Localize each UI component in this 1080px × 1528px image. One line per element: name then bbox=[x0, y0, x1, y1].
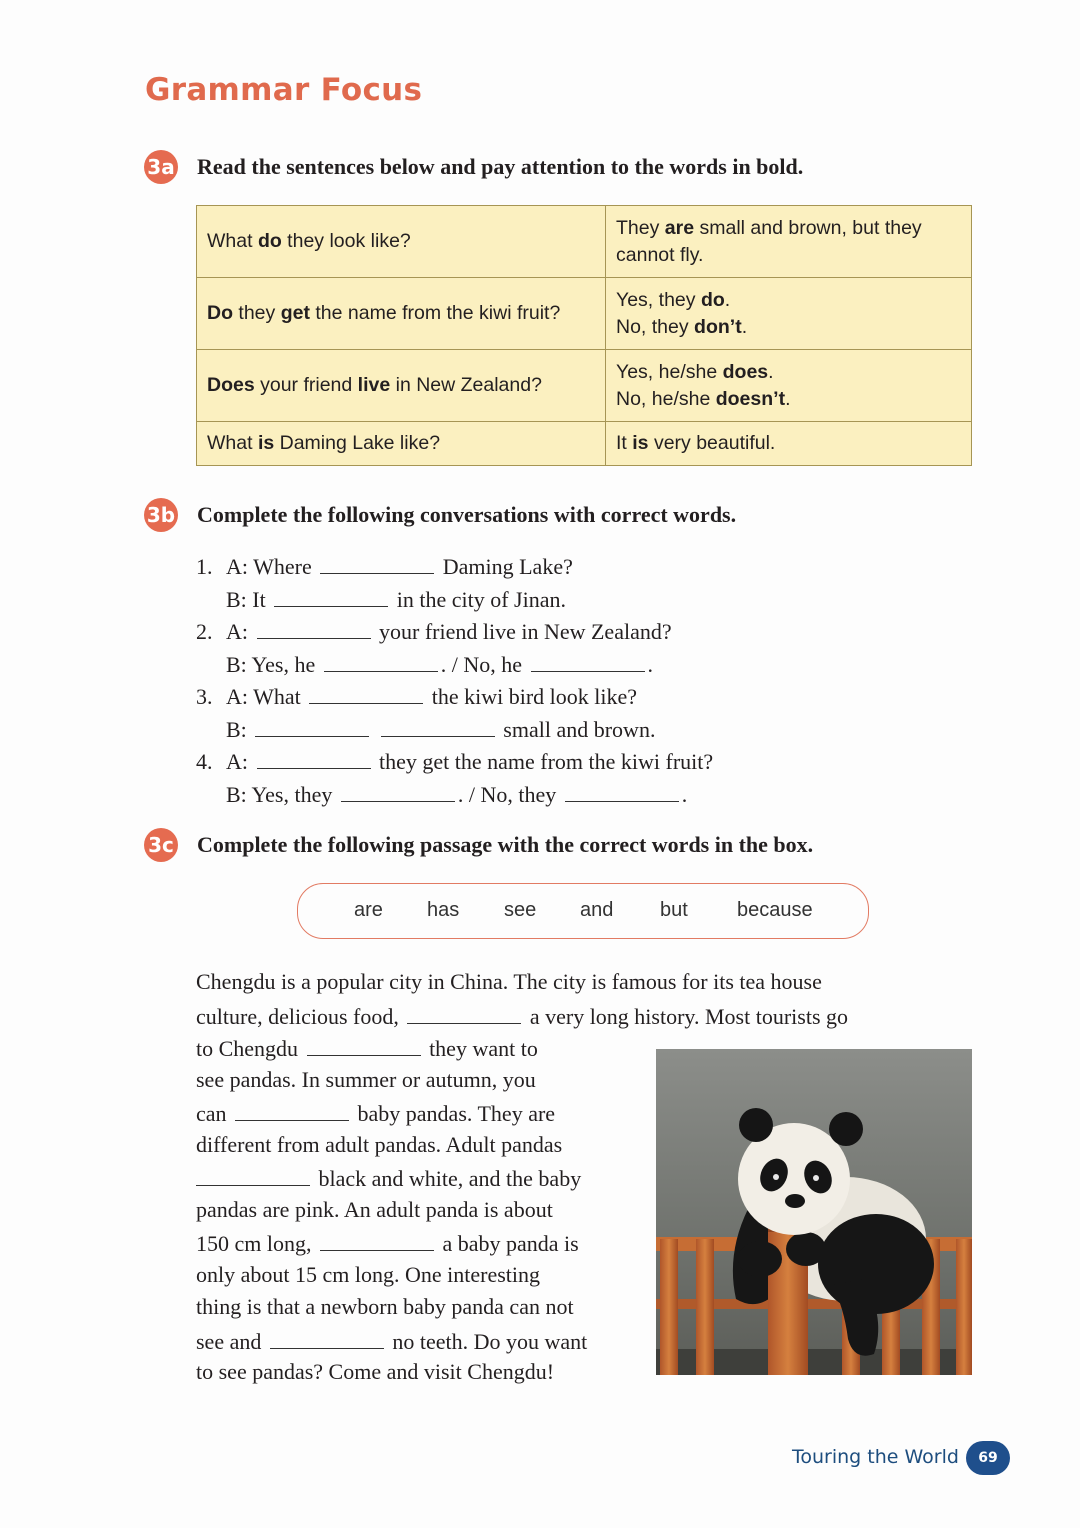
page-title: Grammar Focus bbox=[145, 72, 423, 108]
table-row bbox=[197, 278, 972, 350]
answer-blank[interactable] bbox=[196, 1161, 310, 1186]
grammar-table bbox=[196, 205, 972, 466]
answer-blank[interactable] bbox=[270, 1324, 384, 1349]
word-option: has bbox=[427, 899, 460, 921]
answer-blank[interactable] bbox=[341, 777, 455, 802]
passage-line: culture, delicious food, a very long history. Most tourists go bbox=[196, 999, 848, 1032]
question-cell: What do they look like? bbox=[197, 206, 606, 278]
answer-cell: It is very beautiful. bbox=[606, 422, 972, 466]
section-instruction-3c: Complete the following passage with the correct words in the box. bbox=[197, 832, 814, 857]
exercise-line: B: small and brown. bbox=[196, 712, 713, 745]
section-badge-3a: 3a bbox=[144, 150, 178, 184]
table-row bbox=[197, 350, 972, 422]
passage-line: to Chengdu they want to bbox=[196, 1031, 848, 1064]
answer-blank[interactable] bbox=[320, 1226, 434, 1251]
answer-blank[interactable] bbox=[307, 1031, 421, 1056]
exercise-line: B: It in the city of Jinan. bbox=[196, 582, 713, 615]
passage-line: Chengdu is a popular city in China. The city is famous for its tea house bbox=[196, 969, 822, 994]
answer-cell: Yes, he/she does. No, he/she doesn’t. bbox=[606, 350, 972, 422]
word-option: are bbox=[354, 899, 383, 921]
word-option: and bbox=[580, 899, 614, 921]
passage-line: see pandas. In summer or autumn, you bbox=[196, 1066, 536, 1092]
answer-blank[interactable] bbox=[274, 582, 388, 607]
page-number-badge: 69 bbox=[966, 1441, 1010, 1475]
question-cell: What is Daming Lake like? bbox=[197, 422, 606, 466]
answer-cell: Yes, they do. No, they don’t. bbox=[606, 278, 972, 350]
answer-cell: They are small and brown, but they cannot fly. bbox=[606, 206, 972, 278]
section-instruction-3b: Complete the following conversations with correct words. bbox=[197, 502, 737, 527]
exercise-line: B: Yes, he . / No, he . bbox=[196, 647, 713, 680]
panda-photo bbox=[656, 1049, 972, 1375]
table-row bbox=[197, 206, 972, 278]
passage-line: black and white, and the baby bbox=[196, 1161, 848, 1194]
answer-blank[interactable] bbox=[235, 1096, 349, 1121]
exercise-line: 4. A: they get the name from the kiwi fruit? bbox=[196, 744, 713, 777]
word-option: because bbox=[737, 899, 813, 921]
word-option: but bbox=[660, 899, 688, 921]
exercise-line: 1. A: Where Daming Lake? bbox=[196, 549, 713, 582]
exercise-line: 2. A: your friend live in New Zealand? bbox=[196, 614, 713, 647]
passage-line: thing is that a newborn baby panda can not bbox=[196, 1294, 574, 1319]
answer-blank[interactable] bbox=[407, 999, 521, 1024]
book-title: Touring the World bbox=[792, 1446, 959, 1468]
word-box bbox=[297, 883, 869, 939]
answer-blank[interactable] bbox=[565, 777, 679, 802]
passage-line: see and no teeth. Do you want bbox=[196, 1324, 848, 1357]
question-cell: Do they get the name from the kiwi fruit? bbox=[197, 278, 606, 350]
answer-blank[interactable] bbox=[381, 712, 495, 737]
answer-blank[interactable] bbox=[309, 679, 423, 704]
answer-blank[interactable] bbox=[257, 744, 371, 769]
passage-line: to see pandas? Come and visit Chengdu! bbox=[196, 1359, 555, 1384]
passage-line: 150 cm long, a baby panda is bbox=[196, 1226, 848, 1259]
passage-line: can baby pandas. They are bbox=[196, 1096, 848, 1129]
section-badge-3c: 3c bbox=[144, 828, 178, 862]
table-row bbox=[197, 422, 972, 466]
word-option: see bbox=[504, 899, 537, 921]
section-badge-3b: 3b bbox=[144, 498, 178, 532]
answer-blank[interactable] bbox=[320, 549, 434, 574]
passage-line: different from adult pandas. Adult pandas bbox=[196, 1131, 563, 1157]
exercise-line: 3. A: What the kiwi bird look like? bbox=[196, 679, 713, 712]
exercise-line: B: Yes, they . / No, they . bbox=[196, 777, 713, 810]
answer-blank[interactable] bbox=[255, 712, 369, 737]
question-cell: Does your friend live in New Zealand? bbox=[197, 350, 606, 422]
answer-blank[interactable] bbox=[257, 614, 371, 639]
section-instruction-3a: Read the sentences below and pay attention to the words in bold. bbox=[197, 154, 804, 179]
exercise-3b bbox=[196, 549, 713, 809]
answer-blank[interactable] bbox=[324, 647, 438, 672]
passage-line: only about 15 cm long. One interesting bbox=[196, 1261, 540, 1287]
passage-line: pandas are pink. An adult panda is about bbox=[196, 1196, 553, 1222]
answer-blank[interactable] bbox=[531, 647, 645, 672]
